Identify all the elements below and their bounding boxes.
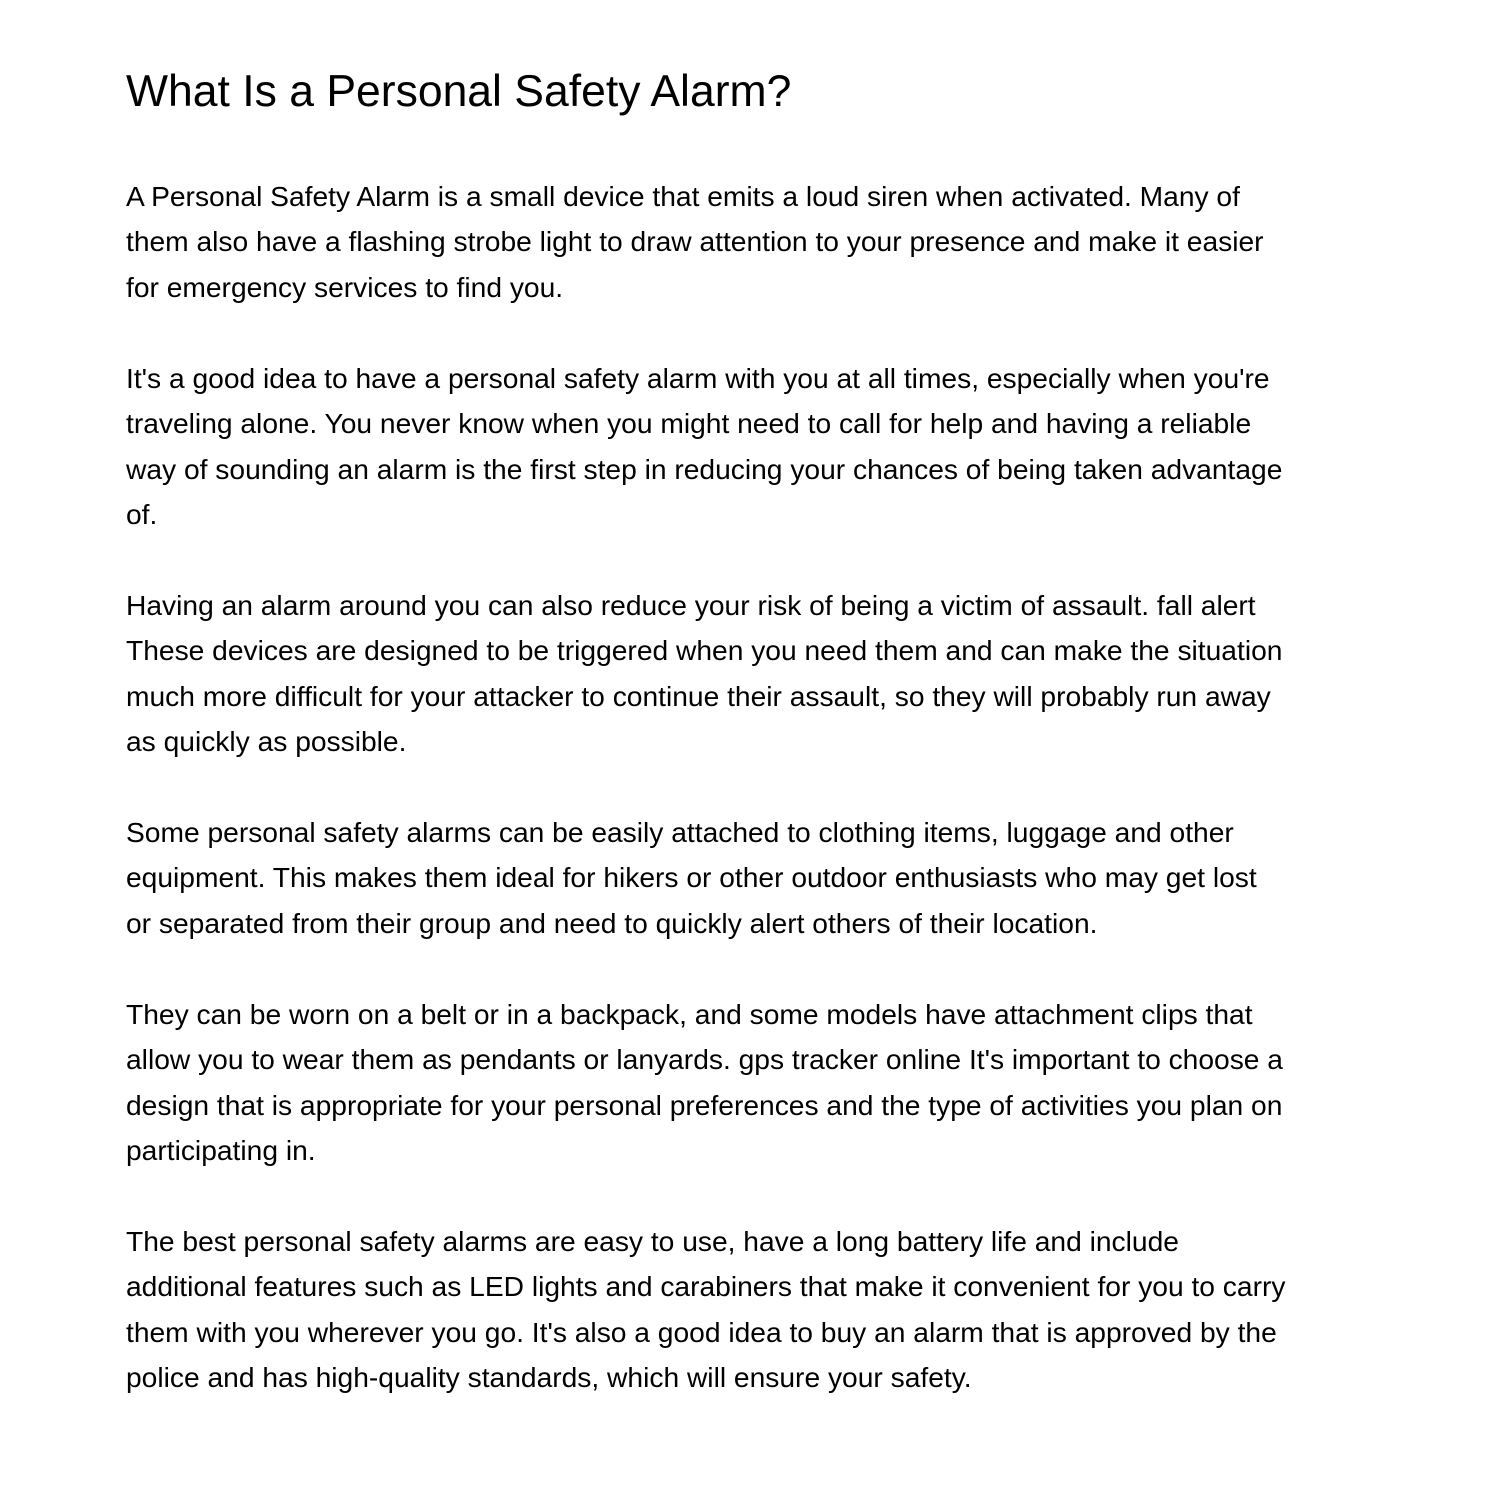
paragraph-line: participating in.: [126, 1133, 316, 1166]
paragraph-carry-at-all-times: [126, 356, 1386, 538]
paragraph-line: or separated from their group and need to quickly alert others of their location.: [126, 906, 1098, 939]
paragraph-line: These devices are designed to be triggered when you need them and can make the situation: [126, 634, 1283, 667]
paragraph-line: much more difficult for your attacker to continue their assault, so they will probably run away: [126, 679, 1271, 712]
paragraph-line: equipment. This makes them ideal for hikers or other outdoor enthusiasts who may get lost: [126, 861, 1257, 894]
paragraph-line: The best personal safety alarms are easy to use, have a long battery life and include: [126, 1224, 1179, 1257]
paragraph-line: additional features such as LED lights and carabiners that make it convenient for you to carry: [126, 1270, 1286, 1303]
paragraph-line: Having an alarm around you can also reduce your risk of being a victim of assault. fall alert: [126, 588, 1256, 621]
paragraph-attachment: [126, 810, 1386, 946]
paragraph-line: Some personal safety alarms can be easily attached to clothing items, luggage and other: [126, 815, 1234, 848]
paragraph-line: allow you to wear them as pendants or lanyards. gps tracker online It's important to choose a: [126, 1043, 1283, 1076]
paragraph-line: design that is appropriate for your personal preferences and the type of activities you plan on: [126, 1088, 1283, 1121]
paragraph-wearing-options: [126, 992, 1386, 1174]
paragraph-line: A Personal Safety Alarm is a small device that emits a loud siren when activated. Many of: [126, 180, 1240, 212]
paragraph-line: They can be worn on a belt or in a backpack, and some models have attachment clips that: [126, 997, 1253, 1030]
paragraph-line: them also have a flashing strobe light to draw attention to your presence and make it easier: [126, 225, 1264, 258]
paragraph-reduce-risk: [126, 583, 1386, 765]
paragraph-line: It's a good idea to have a personal safety alarm with you at all times, especially when you're: [126, 361, 1270, 394]
document-page: [126, 62, 1386, 1446]
paragraph-what-it-is: [126, 174, 1386, 310]
paragraph-line: as quickly as possible.: [126, 725, 407, 758]
paragraph-line: police and has high-quality standards, which will ensure your safety.: [126, 1361, 972, 1394]
paragraph-line: for emergency services to find you.: [126, 270, 564, 303]
page-title: What Is a Personal Safety Alarm?: [126, 67, 792, 116]
article-body: [126, 174, 1386, 1400]
paragraph-line: them with you wherever you go. It's also a good idea to buy an alarm that is approved by the: [126, 1315, 1277, 1348]
paragraph-best-alarms: [126, 1219, 1386, 1401]
paragraph-line: traveling alone. You never know when you might need to call for help and having a reliable: [126, 407, 1252, 440]
paragraph-line: of.: [126, 497, 158, 530]
paragraph-line: way of sounding an alarm is the first step in reducing your chances of being taken advantage: [126, 452, 1283, 485]
